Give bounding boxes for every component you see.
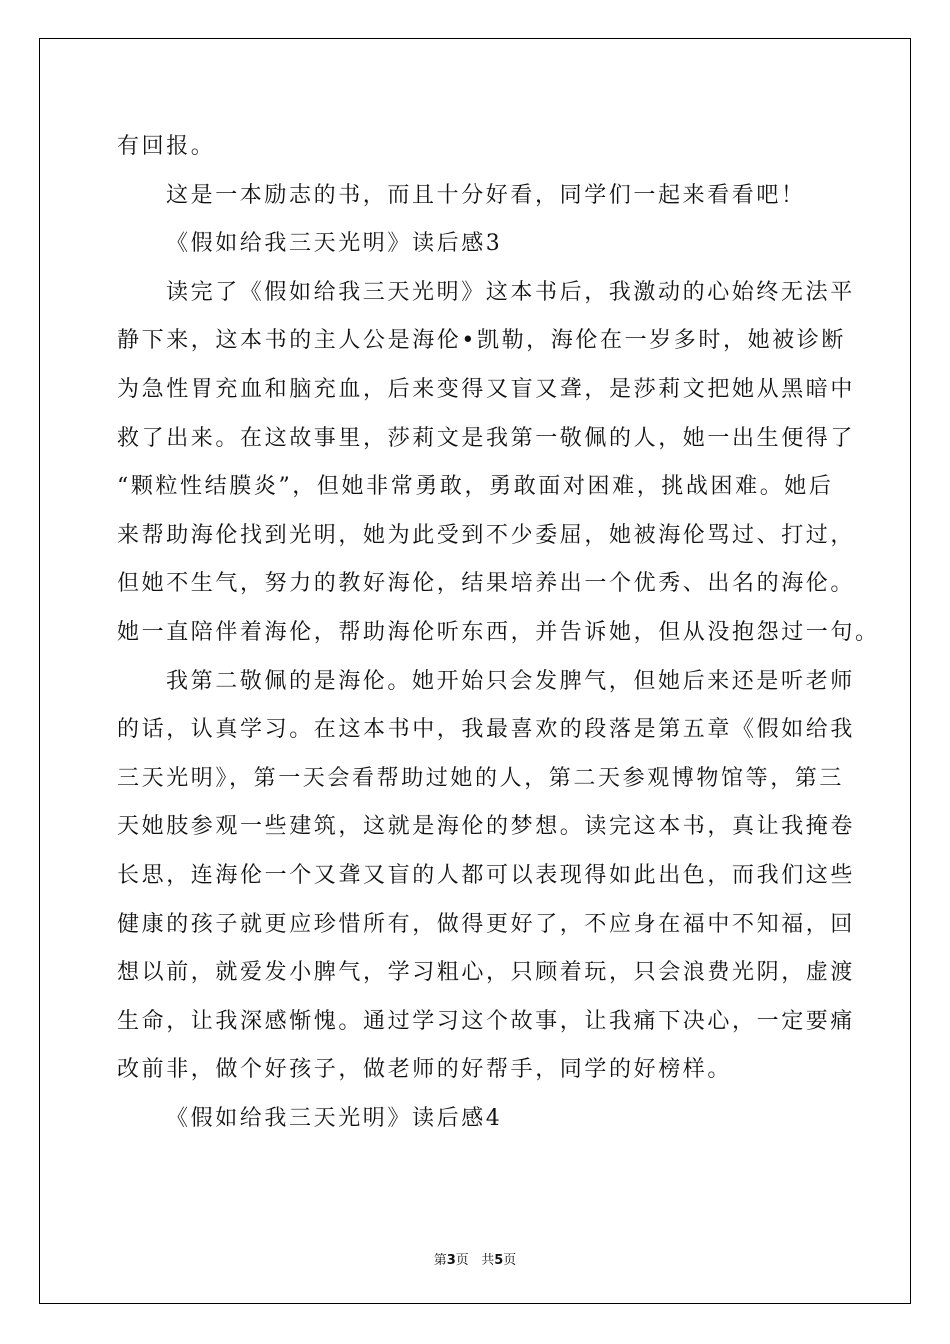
text-line: 想以前，就爱发小脾气，学习粗心，只顾着玩，只会浪费光阴，虚渡: [117, 960, 856, 986]
text-line: 生命，让我深感惭愧。通过学习这个故事，让我痛下决心，一定要痛: [117, 1008, 856, 1034]
text-line: 健康的孩子就更应珍惜所有，做得更好了，不应身在福中不知福，回: [117, 911, 856, 937]
current-page-number: 3: [446, 1253, 456, 1268]
text-line: 《假如给我三天光明》读后感4: [166, 1105, 503, 1131]
footer-prefix: 第: [433, 1253, 447, 1268]
total-page-number: 5: [494, 1253, 504, 1268]
text-line: 的话，认真学习。在这本书中，我最喜欢的段落是第五章《假如给我: [117, 717, 856, 743]
text-line: 读完了《假如给我三天光明》这本书后，我激动的心始终无法平: [166, 279, 855, 305]
text-line: 她一直陪伴着海伦，帮助海伦听东西，并告诉她，但从没抱怨过一句。: [117, 619, 880, 645]
text-line: 三天光明》，第一天会看帮助过她的人，第二天参观博物馆等，第三: [117, 765, 845, 791]
text-line: 为急性胃充血和脑充血，后来变得又盲又聋，是莎莉文把她从黑暗中: [117, 376, 856, 402]
text-line: 天她肢参观一些建筑，这就是海伦的梦想。读完这本书，真让我掩卷: [117, 814, 856, 840]
text-line: 有回报。: [117, 134, 216, 159]
text-line: “颗粒性结膜炎”，但她非常勇敢，勇敢面对困难，挑战困难。她后: [117, 474, 834, 500]
text-line: 改前非，做个好孩子，做老师的好帮手，同学的好榜样。: [117, 1057, 733, 1083]
footer-mid: 页 共: [455, 1253, 495, 1268]
text-line: 静下来，这本书的主人公是海伦•凯勒，海伦在一岁多时，她被诊断: [117, 328, 846, 354]
text-line: 救了出来。在这故事里，莎莉文是我第一敬佩的人，她一出生便得了: [117, 425, 856, 451]
text-line: 这是一本励志的书，而且十分好看，同学们一起来看看吧！: [166, 182, 806, 208]
footer-suffix: 页: [503, 1253, 517, 1268]
text-line: 长思，连海伦一个又聋又盲的人都可以表现得如此出色，而我们这些: [117, 862, 856, 888]
text-line: 我第二敬佩的是海伦。她开始只会发脾气，但她后来还是听老师: [166, 668, 855, 694]
text-line: 来帮助海伦找到光明，她为此受到不少委屈，她被海伦骂过、打过，: [117, 522, 856, 548]
text-line: 《假如给我三天光明》读后感3: [166, 231, 503, 257]
text-line: 但她不生气，努力的教好海伦，结果培养出一个优秀、出名的海伦。: [117, 571, 856, 597]
document-body: [117, 123, 880, 1143]
page-footer: [0, 1249, 950, 1268]
